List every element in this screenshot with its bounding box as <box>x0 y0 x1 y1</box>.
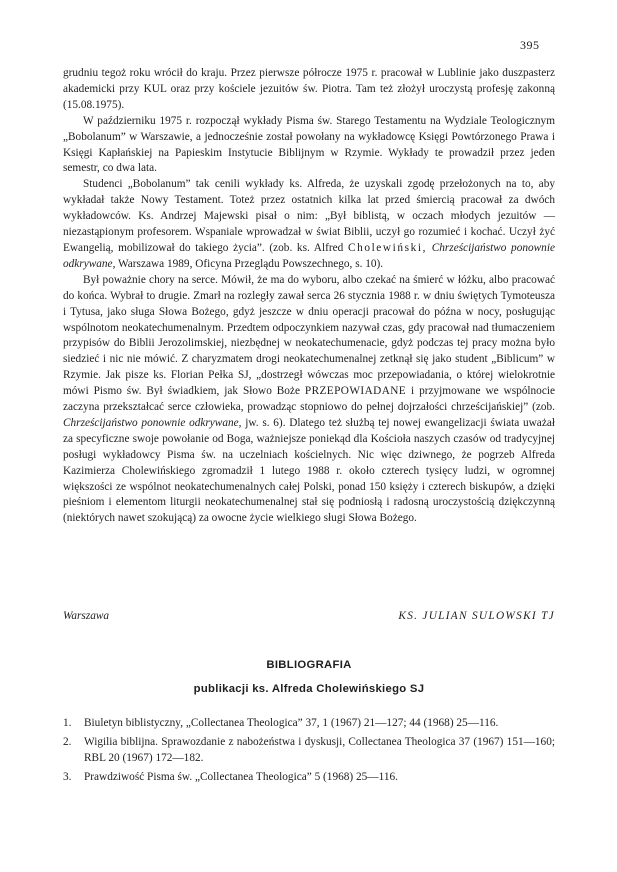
list-item-text: Biuletyn biblistyczny, „Collectanea Theologica” 37, 1 (1967) 21—127; 44 (1968) 25—116. <box>84 717 499 729</box>
list-item-number: 3. <box>63 770 72 783</box>
author-name-spaced: Cholewiński, <box>347 241 428 254</box>
bibliography-subheading: publikacji ks. Alfreda Cholewińskiego SJ <box>193 683 425 695</box>
article-body <box>63 66 555 527</box>
page-number: 395 <box>520 38 540 52</box>
list-item <box>63 716 555 732</box>
list-item-number: 2. <box>63 735 72 748</box>
bibliography-heading: BIBLIOGRAFIA <box>266 659 352 671</box>
paragraph-3-end: , Warszawa 1989, Oficyna Przeglądu Powszechnego, s. 10). <box>112 257 384 270</box>
list-item <box>63 770 555 786</box>
list-item-text: Prawdziwość Pisma św. „Collectanea Theologica” 5 (1968) 25—116. <box>84 770 398 783</box>
paragraph-3-text: Studenci „Bobolanum” tak cenili wykłady ks. Alfreda, że uzyskali zgodę przełożonych na to, aby wykładał także Nowy Testament. Toteż przez ostatnich kilka lat przed śmiercią pracował za dwóch wykładowców. Ks. Andrzej Majewski pisał o nim: „Był biblistą, w oczach młodych jezuitów — niezastąpionym profesorem. Wspaniale wprowadzał w świat Biblii, uczył go rozumieć i kochać. Uczył żyć Ewangelią, mobilizował do takiego życia”. (zob. ks. Alfred <box>63 178 555 254</box>
list-item-text: Wigilia biblijna. Sprawozdanie z nabożeństwa i dyskusji, Collectanea Theologica 37 (1967) 151—160; RBL 20 (1967) 172—182. <box>84 735 555 764</box>
bibliography-list <box>63 716 555 789</box>
paragraph-2: W październiku 1975 r. rozpoczął wykłady Pisma św. Starego Testamentu na Wydziale Teologicznym „Bobolanum” w Warszawie, a jednocześnie został powołany na wykładowcę Księgi Powtórzonego Prawa i Księgi Kapłańskiej na Papieskim Instytucie Biblijnym w Rzymie. Wykłady te prowadził przez jeden semestr, co dwa lata. <box>63 114 555 175</box>
paragraph-1: grudniu tegoż roku wrócił do kraju. Przez pierwsze półrocze 1975 r. pracował w Lublinie jako duszpasterz akademicki przy KUL oraz przy kościele jezuitów św. Piotra. Tam też złożył uroczystą profesję zakonną (15.08.1975). <box>63 67 555 111</box>
paragraph-3 <box>63 177 555 272</box>
signature-author: KS. JULIAN SULOWSKI TJ <box>398 610 555 622</box>
paragraph-4 <box>63 273 555 528</box>
signature-place: Warszawa <box>63 610 110 622</box>
list-item-number: 1. <box>63 717 72 729</box>
book-title: Chrześcijaństwo ponownie odkrywane <box>63 241 555 270</box>
paragraph-4-text: Był poważnie chory na serce. Mówił, że ma do wyboru, albo czekać na śmierć w łóżku, albo pracować do końca. Wybrał to drugie. Zmarł na rozległy zawał serca 26 stycznia 1988 r. w dniu świętych Tymoteusza i Tytusa, jako sługa Słowa Bożego, gdyż jeszcze w dniu operacji pracował do późna w nocy, posługując wspólnotom neokatechumenalnym. Przedtem odpoczynkiem nazywał czas, gdy pracował nad tłumaczeniem przypisów do Biblii Jerozolimskiej, niezbędnej w neokatechumenacie, gdyż podczas tej pracy można było siedzieć i nic nie mówić. Z charyzmatem drogi neokatechumenalnej zetknął się jako student „Biblicum” w Rzymie. Jak pisze ks. Florian Pełka SJ, „dostrzegł wówczas moc przepowiadania, o której wielokrotnie mówi Pismo św. Był świadkiem, jak Słowo Boże <box>63 273 555 398</box>
book-title-2: Chrześcijaństwo ponownie odkrywane <box>63 416 239 429</box>
paragraph-4-cont: i przyjmowane we wspólnocie zaczyna przekształcać serce człowieka, prowadząc stopniowo do pełnej dojrzałości chrześcijańskiej” (zob. <box>63 385 556 414</box>
list-item <box>63 735 555 767</box>
emphasis-przepowiadane: PRZEPOWIADANE <box>304 385 407 398</box>
paragraph-4-end: , jw. s. 6). Dlatego też służbą tej nowej ewangelizacji świata uważał za specyficzne swoje powołanie od Boga, ważniejsze poniekąd dla Kościoła naszych czasów od tradycyjnej posługi wykładowcy Pisma św. na uczelniach kościelnych. Nic więc dziwnego, że pogrzeb Alfreda Kazimierza Cholewińskiego zgromadził 1 lutego 1988 r. około czterech tysięcy ludzi, w ogromnej większości ze wspólnot neokatechumenalnych całej Polski, ponad 150 księży i czterech biskupów, a dzięki pieśniom i elementom liturgii neokatechumenalnej stał się podniosłą i radosną uroczystością dziękczynną (niektórych nawet szokującą) za owocne życie wielkiego sługi Słowa Bożego. <box>63 416 555 525</box>
